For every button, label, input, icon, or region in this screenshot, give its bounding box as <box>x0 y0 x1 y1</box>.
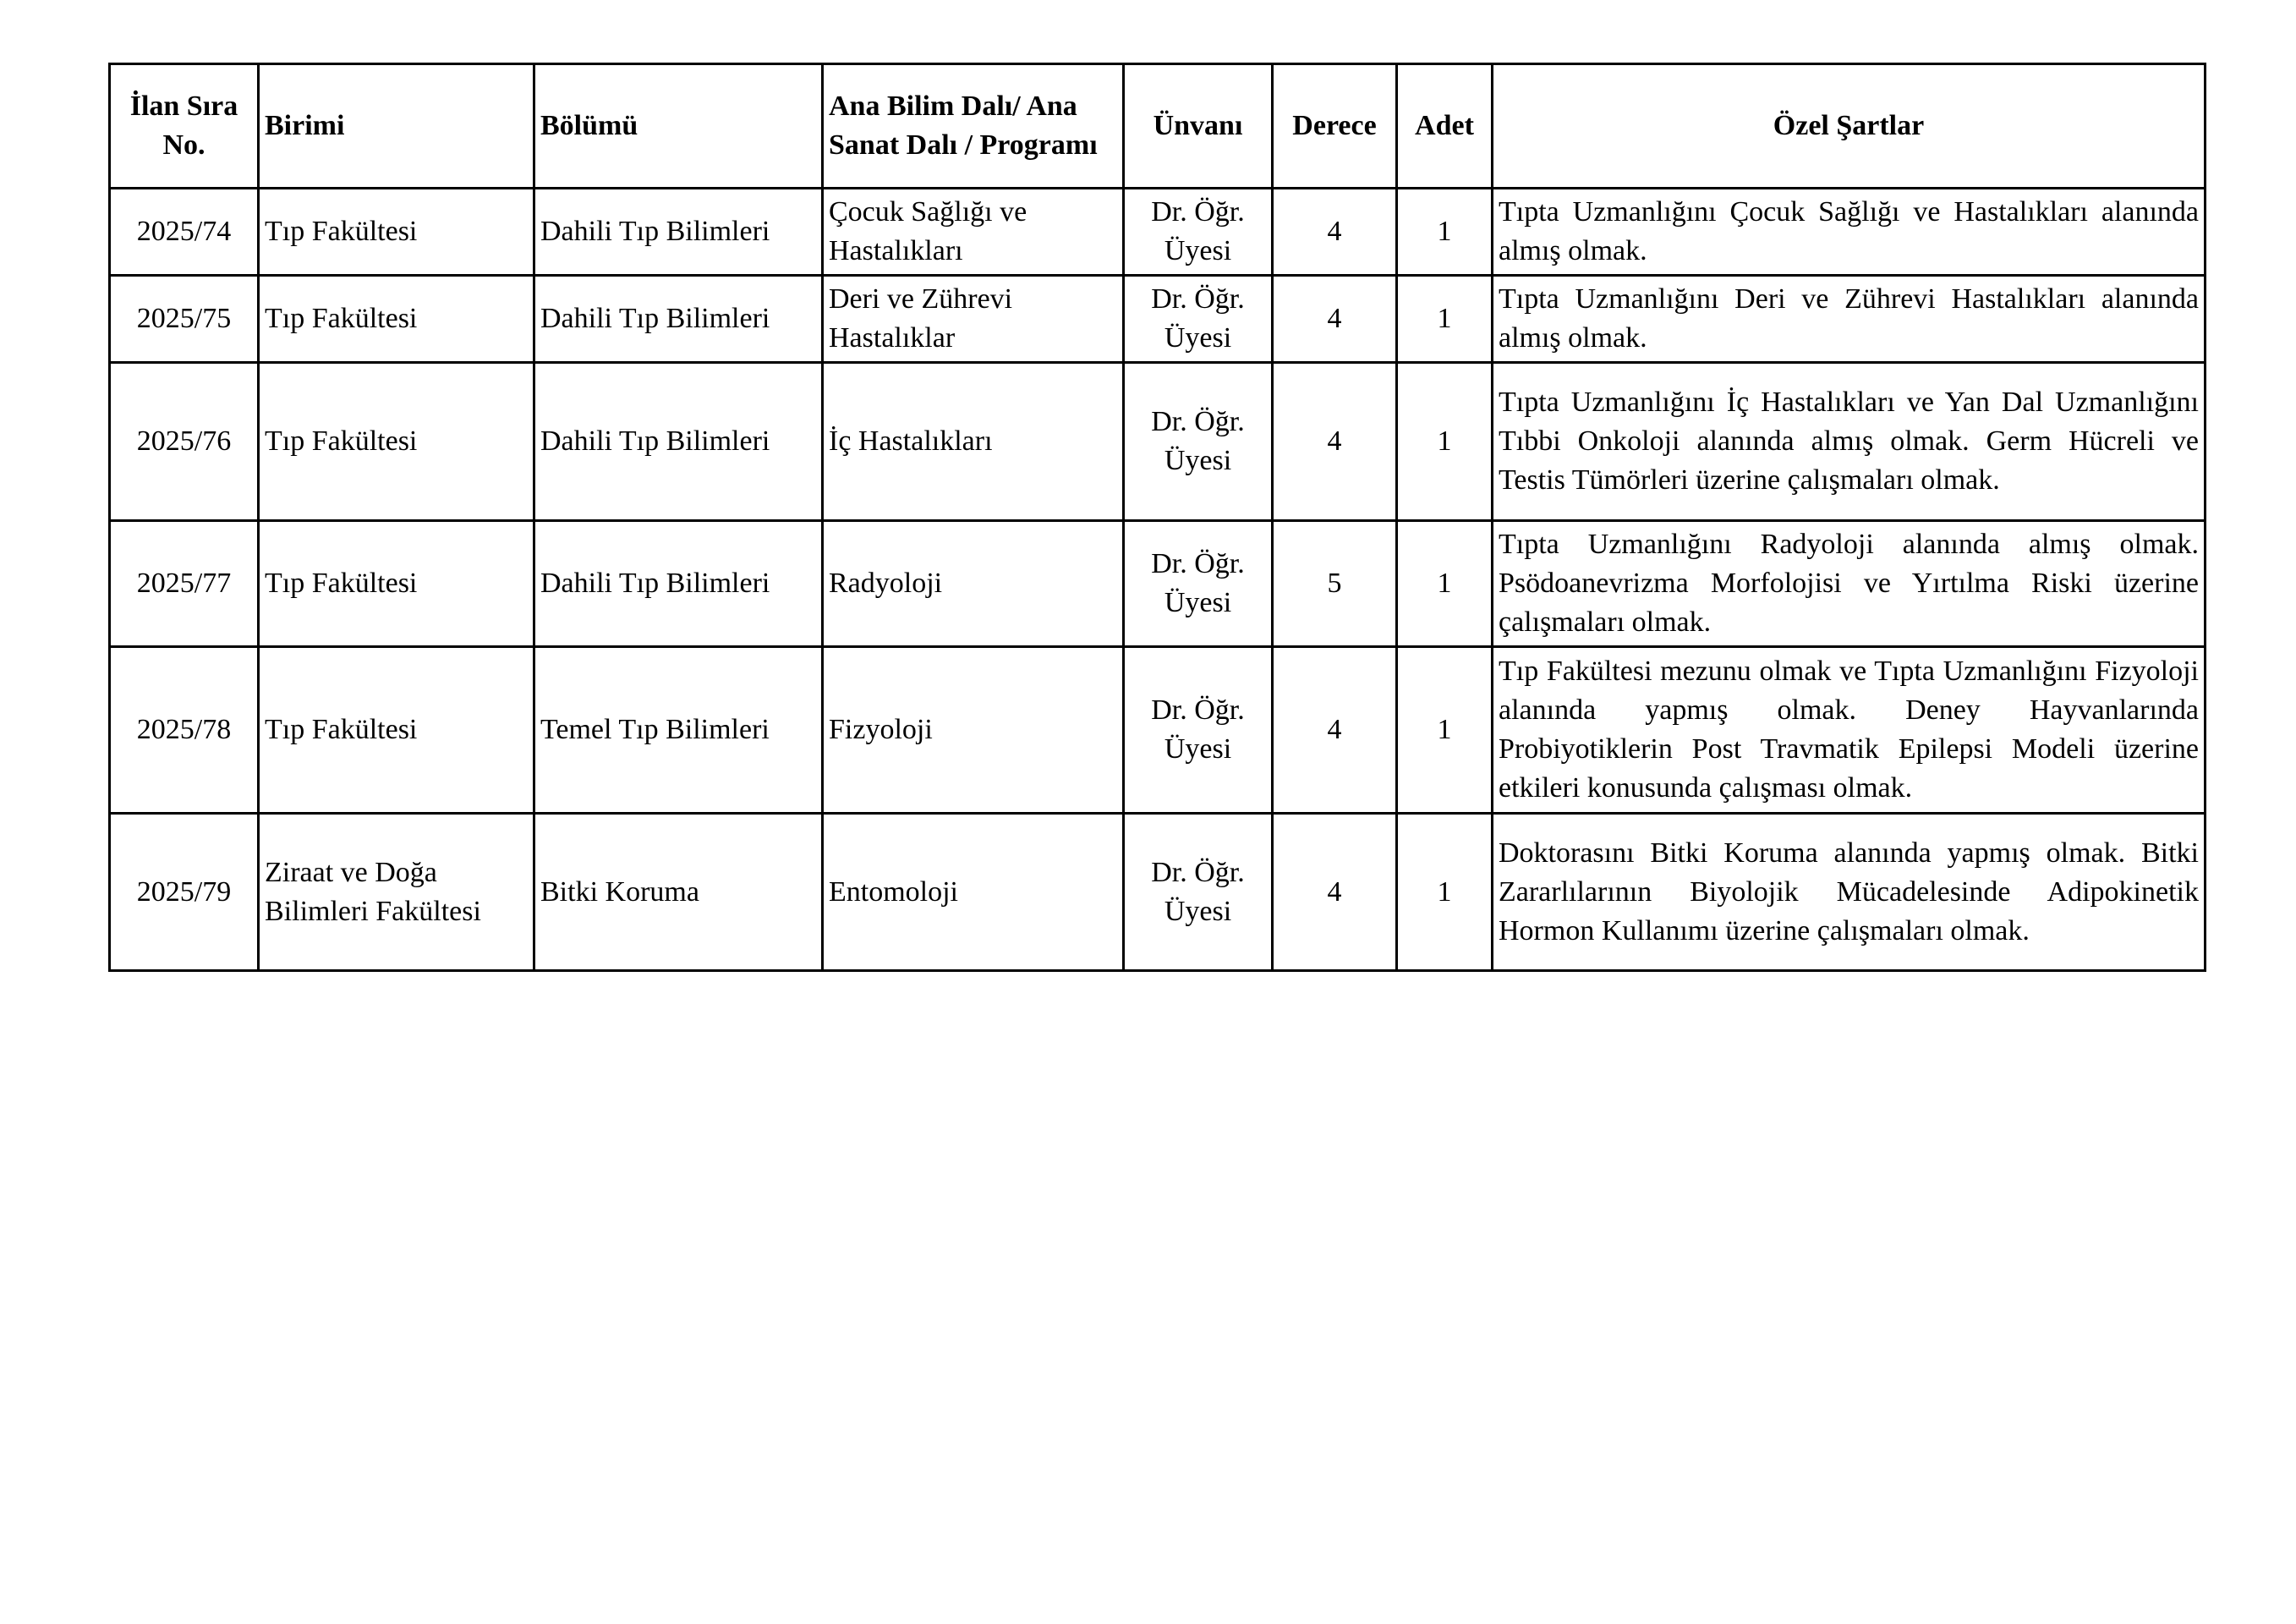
cell-bolumu: Dahili Tıp Bilimleri <box>534 276 823 363</box>
cell-ozel-sartlar: Tıpta Uzmanlığını Deri ve Zührevi Hastalıkları alanında almış olmak. <box>1493 276 2206 363</box>
table-row <box>110 814 2206 971</box>
cell-bolumu: Temel Tıp Bilimleri <box>534 647 823 814</box>
cell-ozel-sartlar: Tıpta Uzmanlığını Çocuk Sağlığı ve Hastalıkları alanında almış olmak. <box>1493 189 2206 276</box>
cell-unvani: Dr. Öğr. Üyesi <box>1124 521 1273 647</box>
cell-bolumu: Dahili Tıp Bilimleri <box>534 189 823 276</box>
cell-ozel-sartlar: Tıpta Uzmanlığını Radyoloji alanında almış olmak. Psödoanevrizma Morfolojisi ve Yırtılma Riski üzerine çalışmaları olmak. <box>1493 521 2206 647</box>
cell-ana-bilim-dali: Fizyoloji <box>823 647 1124 814</box>
cell-birimi: Tıp Fakültesi <box>259 189 534 276</box>
header-adet: Adet <box>1397 64 1493 189</box>
cell-ana-bilim-dali: Deri ve Zührevi Hastalıklar <box>823 276 1124 363</box>
cell-ilan-no: 2025/78 <box>110 647 259 814</box>
cell-derece: 5 <box>1273 521 1397 647</box>
cell-ozel-sartlar: Doktorasını Bitki Koruma alanında yapmış olmak. Bitki Zararlılarının Biyolojik Mücadelesinde Adipokinetik Hormon Kullanımı üzerine çalışmaları olmak. <box>1493 814 2206 971</box>
header-birimi: Birimi <box>259 64 534 189</box>
position-listing-table <box>108 63 2206 972</box>
cell-birimi: Tıp Fakültesi <box>259 276 534 363</box>
cell-ilan-no: 2025/79 <box>110 814 259 971</box>
cell-derece: 4 <box>1273 647 1397 814</box>
cell-adet: 1 <box>1397 814 1493 971</box>
table-row <box>110 189 2206 276</box>
table-header-row <box>110 64 2206 189</box>
cell-birimi: Ziraat ve Doğa Bilimleri Fakültesi <box>259 814 534 971</box>
cell-ozel-sartlar: Tıpta Uzmanlığını İç Hastalıkları ve Yan Dal Uzmanlığını Tıbbi Onkoloji alanında almış olmak. Germ Hücreli ve Testis Tümörleri üzerine çalışmaları olmak. <box>1493 363 2206 521</box>
cell-derece: 4 <box>1273 189 1397 276</box>
cell-birimi: Tıp Fakültesi <box>259 521 534 647</box>
cell-unvani: Dr. Öğr. Üyesi <box>1124 189 1273 276</box>
header-derece: Derece <box>1273 64 1397 189</box>
header-bolumu: Bölümü <box>534 64 823 189</box>
cell-ana-bilim-dali: Entomoloji <box>823 814 1124 971</box>
table-row <box>110 521 2206 647</box>
cell-ana-bilim-dali: Radyoloji <box>823 521 1124 647</box>
cell-adet: 1 <box>1397 363 1493 521</box>
cell-unvani: Dr. Öğr. Üyesi <box>1124 814 1273 971</box>
cell-unvani: Dr. Öğr. Üyesi <box>1124 363 1273 521</box>
table-row <box>110 363 2206 521</box>
cell-ana-bilim-dali: İç Hastalıkları <box>823 363 1124 521</box>
cell-bolumu: Dahili Tıp Bilimleri <box>534 363 823 521</box>
header-ozel-sartlar: Özel Şartlar <box>1493 64 2206 189</box>
cell-birimi: Tıp Fakültesi <box>259 363 534 521</box>
cell-unvani: Dr. Öğr. Üyesi <box>1124 647 1273 814</box>
cell-ilan-no: 2025/76 <box>110 363 259 521</box>
table-row <box>110 276 2206 363</box>
cell-ana-bilim-dali: Çocuk Sağlığı ve Hastalıkları <box>823 189 1124 276</box>
header-ilan-no: İlan Sıra No. <box>110 64 259 189</box>
cell-derece: 4 <box>1273 276 1397 363</box>
cell-ilan-no: 2025/74 <box>110 189 259 276</box>
cell-derece: 4 <box>1273 363 1397 521</box>
cell-ilan-no: 2025/77 <box>110 521 259 647</box>
cell-adet: 1 <box>1397 189 1493 276</box>
cell-bolumu: Dahili Tıp Bilimleri <box>534 521 823 647</box>
cell-ozel-sartlar: Tıp Fakültesi mezunu olmak ve Tıpta Uzmanlığını Fizyoloji alanında yapmış olmak. Deney Hayvanlarında Probiyotiklerin Post Travmatik Epilepsi Modeli üzerine etkileri konusunda çalışması olmak. <box>1493 647 2206 814</box>
cell-adet: 1 <box>1397 521 1493 647</box>
cell-bolumu: Bitki Koruma <box>534 814 823 971</box>
cell-derece: 4 <box>1273 814 1397 971</box>
table-row <box>110 647 2206 814</box>
cell-adet: 1 <box>1397 276 1493 363</box>
cell-ilan-no: 2025/75 <box>110 276 259 363</box>
cell-adet: 1 <box>1397 647 1493 814</box>
cell-unvani: Dr. Öğr. Üyesi <box>1124 276 1273 363</box>
cell-birimi: Tıp Fakültesi <box>259 647 534 814</box>
header-ana-bilim-dali: Ana Bilim Dalı/ Ana Sanat Dalı / Programı <box>823 64 1124 189</box>
header-unvani: Ünvanı <box>1124 64 1273 189</box>
